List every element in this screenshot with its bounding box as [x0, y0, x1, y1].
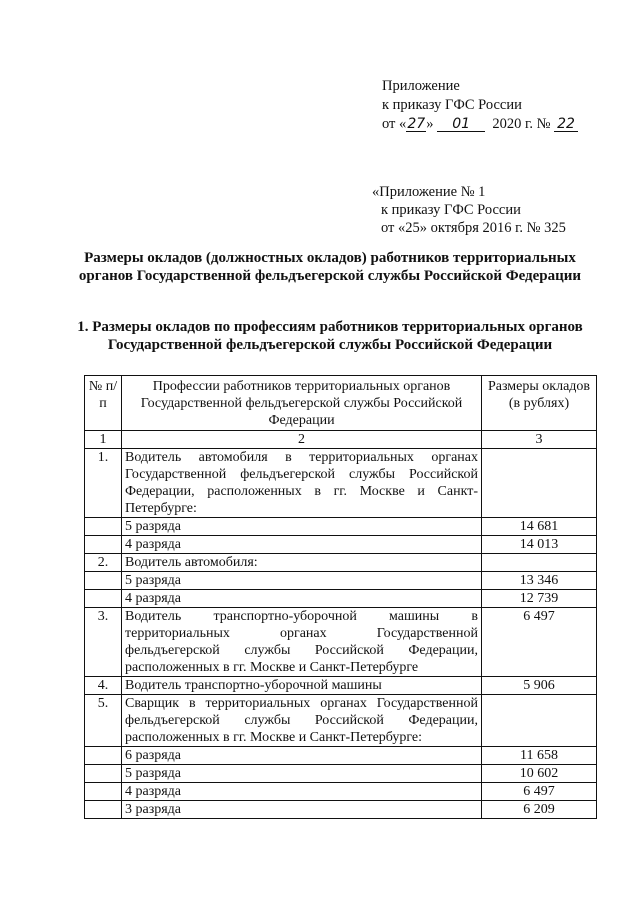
- attachment-label: Приложение: [382, 78, 460, 94]
- table-row: 1. Водитель автомобиля в территориальных органах Государственной фельдъегерской службы Российской Федерации, расположенных в гг. Москве и Санкт-Петербурге:: [85, 449, 597, 518]
- table-row: 2. Водитель автомобиля:: [85, 554, 597, 572]
- attachment-header: [382, 77, 578, 134]
- column-number-row: 1 2 3: [85, 431, 597, 449]
- table-row: 4 разряда 14 013: [85, 536, 597, 554]
- table-row: 3 разряда 6 209: [85, 801, 597, 819]
- table-row: 5. Сварщик в территориальных органах Государственной фельдъегерской службы Российской Федерации, расположенных в гг. Москве и Санкт-Петербурге:: [85, 695, 597, 747]
- table-row: 5 разряда 14 681: [85, 518, 597, 536]
- salary-table: [84, 375, 597, 819]
- table-row: 6 разряда 11 658: [85, 747, 597, 765]
- quoted-attachment: «Приложение № 1 к приказу ГФС России от «25» октября 2016 г. № 325: [372, 184, 566, 236]
- table-row: 5 разряда 13 346: [85, 572, 597, 590]
- order-day: 27: [407, 116, 426, 132]
- table-header-row: [85, 376, 597, 431]
- header-profession: Профессии работников территориальных органов Государственной фельдъегерской службы Российской Федерации: [122, 376, 482, 431]
- header-num: № п/п: [85, 376, 122, 431]
- document-title: Размеры окладов (должностных окладов) работников территориальных органов Государственной фельдъегерской службы Российской Федерации: [78, 250, 582, 284]
- order-date-line: от «27» 01 2020 г. № 22: [382, 115, 578, 134]
- header-salary: Размеры окладов (в рублях): [482, 376, 597, 431]
- table-row: 4 разряда 6 497: [85, 783, 597, 801]
- table-row: 4 разряда 12 739: [85, 590, 597, 608]
- table-row: 5 разряда 10 602: [85, 765, 597, 783]
- order-year: 2020 г. №: [492, 116, 551, 132]
- order-number: 22: [554, 117, 578, 132]
- order-month: 01: [437, 117, 485, 132]
- section-heading: 1. Размеры окладов по профессиям работников территориальных органов Государственной фельдъегерской службы Российской Федерации: [77, 319, 583, 353]
- table-row: 4. Водитель транспортно-уборочной машины 5 906: [85, 677, 597, 695]
- order-reference: к приказу ГФС России: [382, 97, 522, 113]
- table-row: 3. Водитель транспортно-уборочной машины в территориальных органах Государственной фельдъегерской службы Российской Федерации, расположенных в гг. Москве и Санкт-Петербурге 6 497: [85, 608, 597, 677]
